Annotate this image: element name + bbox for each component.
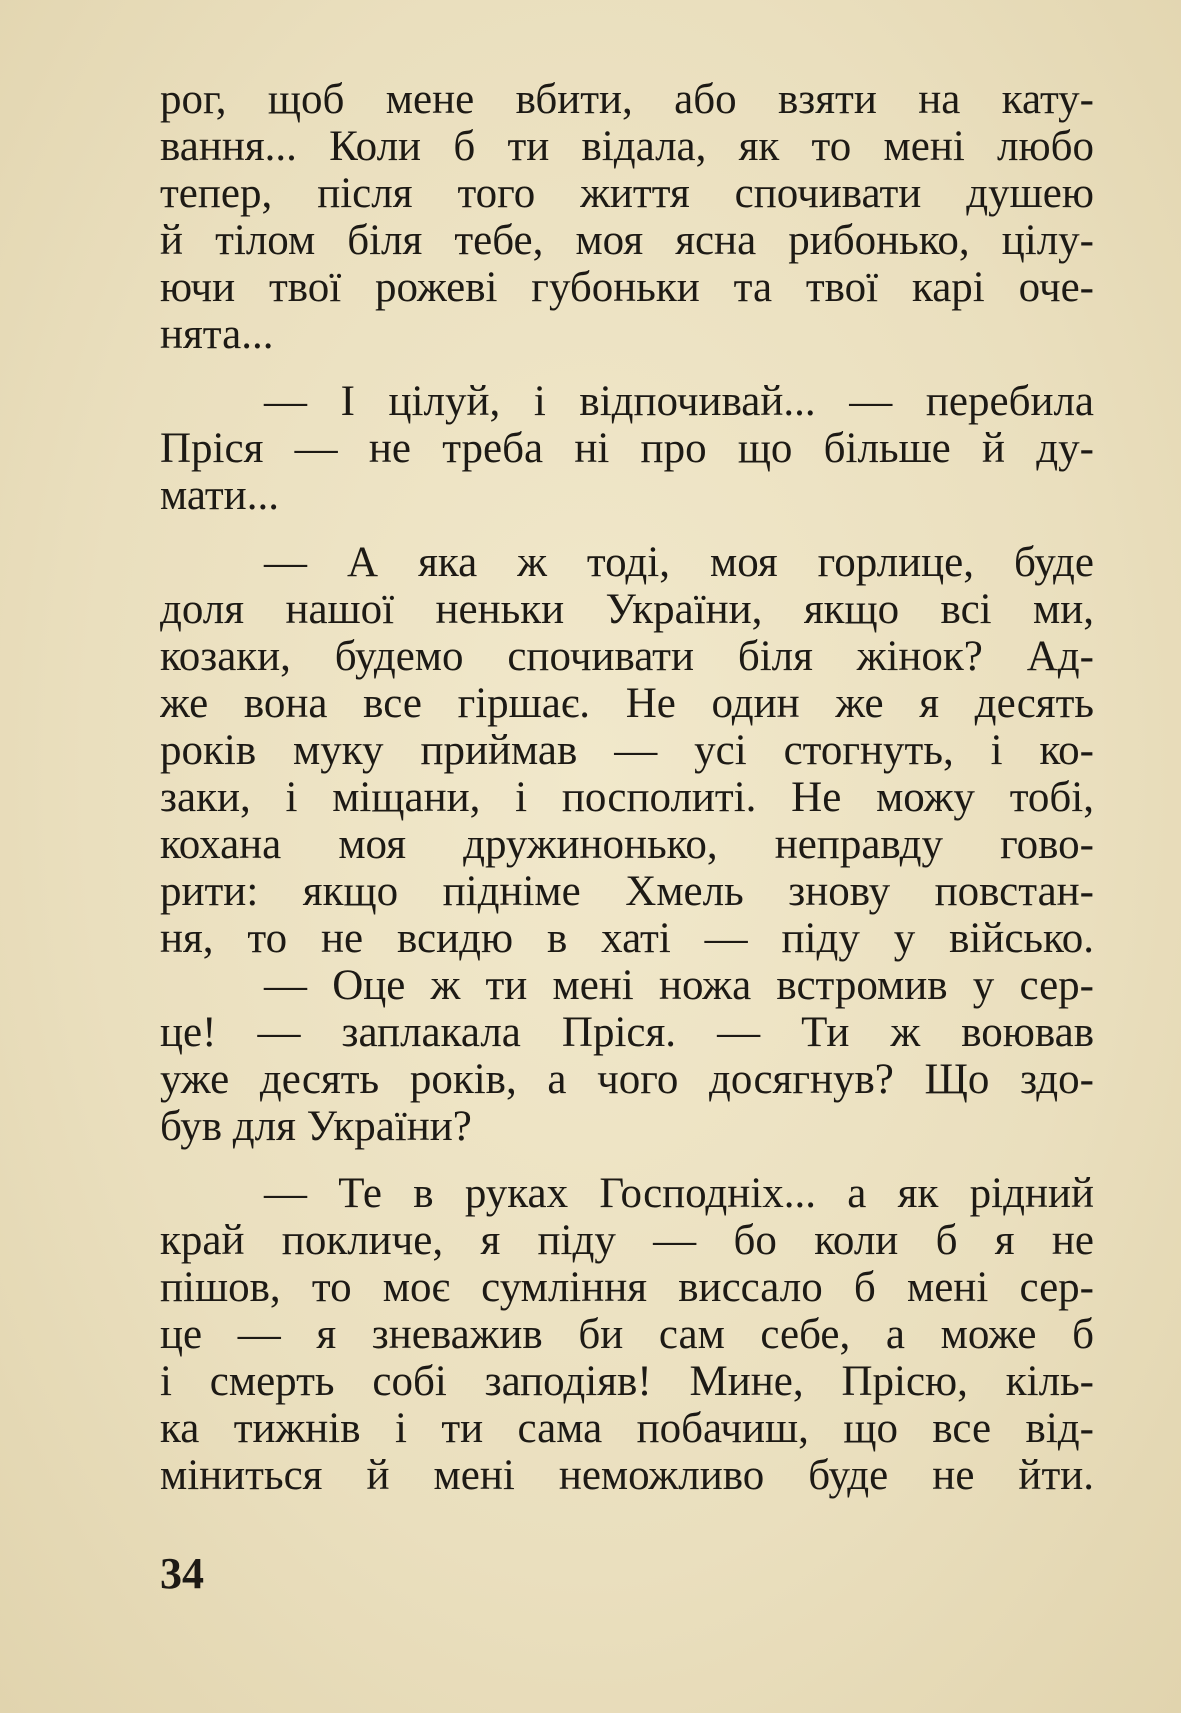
text-line: вання... Коли б ти відала, як то мені любо <box>160 123 1094 170</box>
text-line: це — я зневажив би сам себе, а може б <box>160 1311 1094 1358</box>
text-line: доля нашої неньки України, якщо всі ми, <box>160 586 1094 633</box>
body-text <box>160 76 1094 1499</box>
text-line: Пріся — не треба ні про що більше й ду- <box>160 425 1094 472</box>
text-line: пішов, то моє сумління виссало б мені сер- <box>160 1264 1094 1311</box>
paragraph-3 <box>160 539 1094 962</box>
text-line: — Те в руках Господніх... а як рідний <box>264 1170 1094 1217</box>
text-line: й тілом біля тебе, моя ясна рибонько, цілу- <box>160 217 1094 264</box>
text-line: край покличе, я піду — бо коли б я не <box>160 1217 1094 1264</box>
paragraph-1 <box>160 76 1094 358</box>
text-line: заки, і міщани, і посполиті. Не можу тобі, <box>160 774 1094 821</box>
text-line: кохана моя дружинонько, неправду гово- <box>160 821 1094 868</box>
text-line: був для України? <box>160 1103 472 1150</box>
page-number: 34 <box>160 1549 204 1598</box>
text-line: козаки, будемо спочивати біля жінок? Ад- <box>160 633 1094 680</box>
text-line: тепер, після того життя спочивати душею <box>160 170 1094 217</box>
text-line: рити: якщо підніме Хмель знову повстан- <box>160 868 1094 915</box>
paragraph-5 <box>160 1170 1094 1499</box>
text-line: же вона все гіршає. Не один же я десять <box>160 680 1094 727</box>
text-line: рог, щоб мене вбити, або взяти на кату- <box>160 76 1094 123</box>
text-line: — Оце ж ти мені ножа встромив у сер- <box>264 962 1094 1009</box>
paragraph-4 <box>160 962 1094 1150</box>
text-line: — І цілуй, і відпочивай... — перебила <box>264 378 1094 425</box>
text-line: міниться й мені неможливо буде не йти. <box>160 1452 1094 1499</box>
text-line: — А яка ж тоді, моя горлице, буде <box>264 539 1094 586</box>
text-line: уже десять років, а чого досягнув? Що здо- <box>160 1056 1094 1103</box>
text-line: це! — заплакала Пріся. — Ти ж воював <box>160 1009 1094 1056</box>
text-line: років муку приймав — усі стогнуть, і ко- <box>160 727 1094 774</box>
text-line: ня, то не всидю в хаті — піду у військо. <box>160 915 1094 962</box>
text-line: мати... <box>160 472 279 519</box>
paragraph-2 <box>160 378 1094 519</box>
text-line: і смерть собі заподіяв! Мине, Прісю, кіль- <box>160 1358 1094 1405</box>
text-line: нята... <box>160 311 274 358</box>
text-line: ка тижнів і ти сама побачиш, що все від- <box>160 1405 1094 1452</box>
text-line: ючи твої рожеві губоньки та твої карі оче- <box>160 264 1094 311</box>
